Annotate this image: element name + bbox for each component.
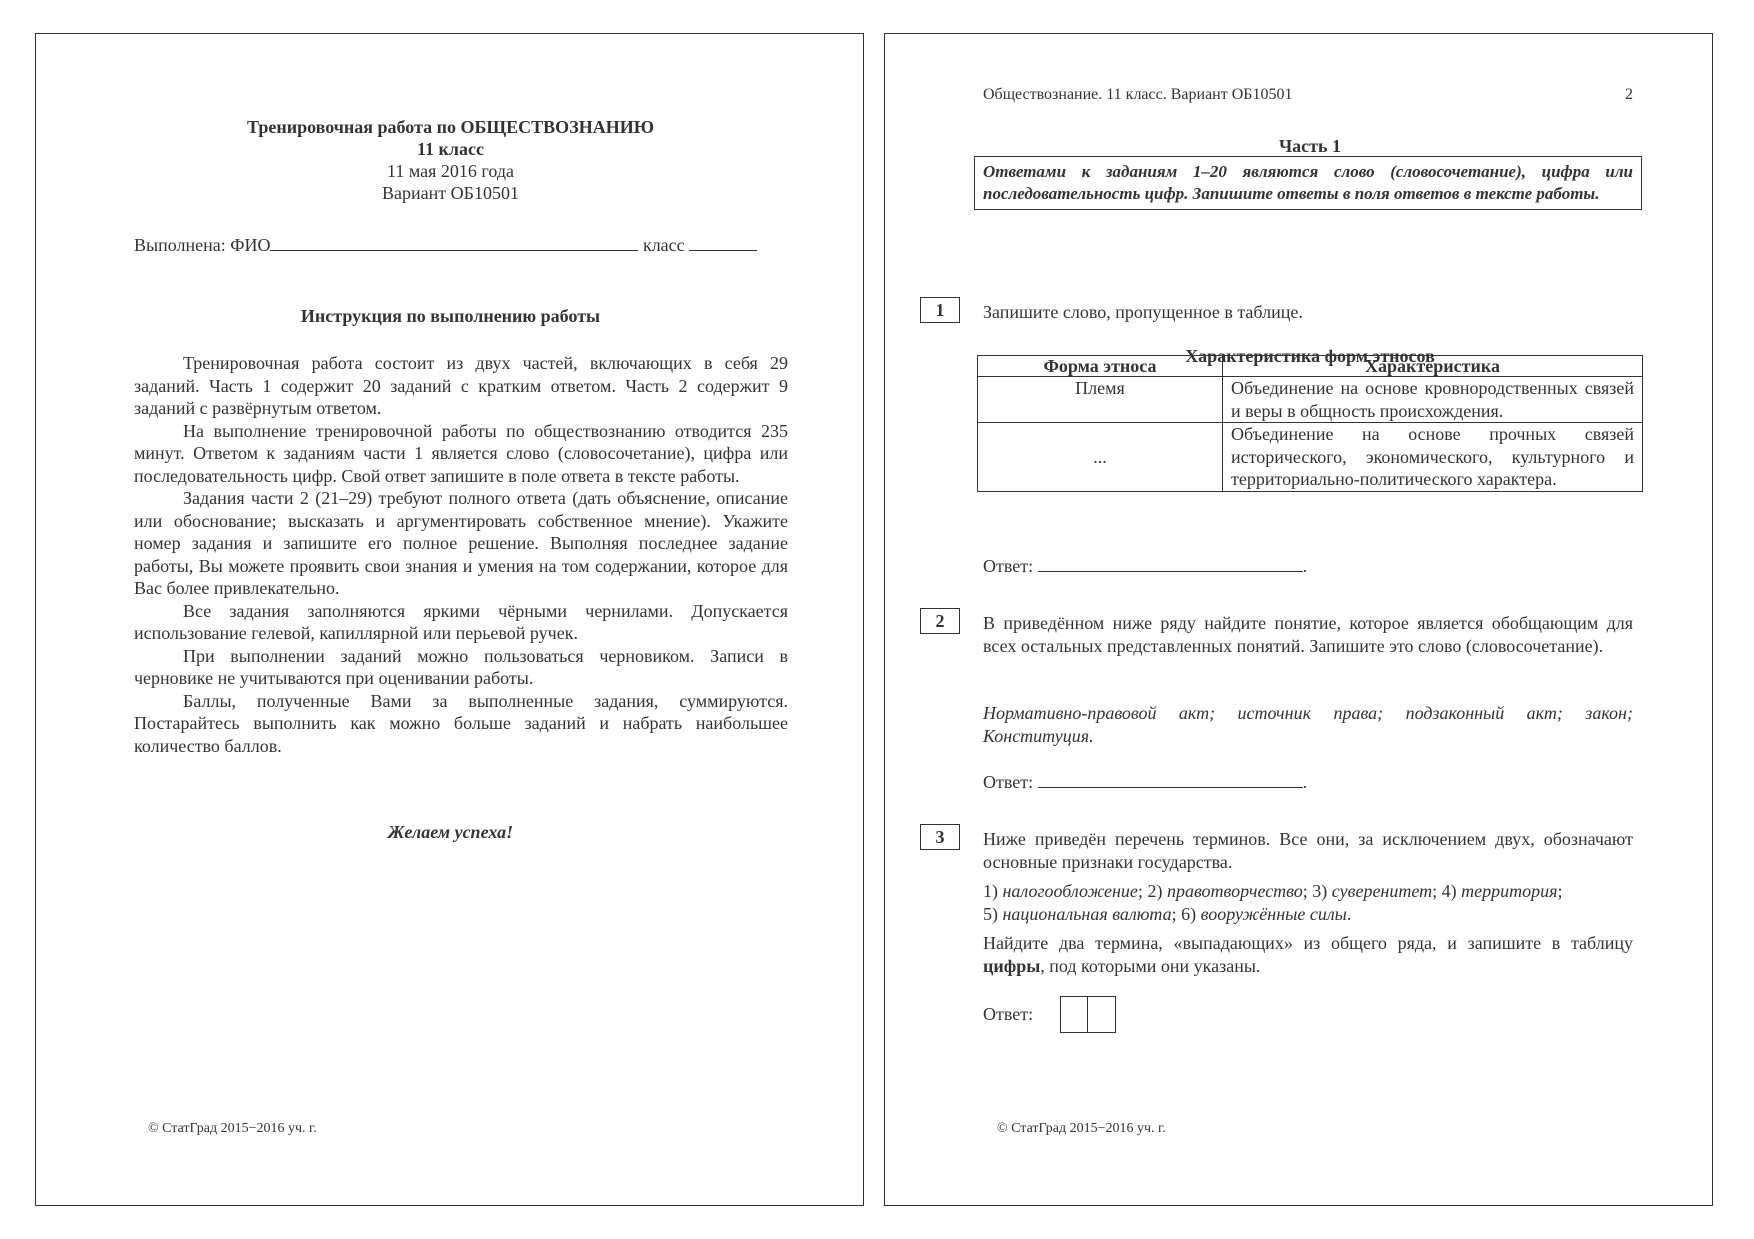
instruction-text: Найдите два термина, «выпадающих» из общего ряда, и запишите в таблицу xyxy=(983,933,1633,953)
column-header: Форма этноса xyxy=(978,356,1223,377)
answer-label: Ответ: xyxy=(983,1004,1034,1024)
wish-text: Желаем успеха! xyxy=(387,822,514,842)
ethnos-table xyxy=(977,355,1643,492)
class-field[interactable] xyxy=(689,233,757,251)
instruction-paragraph: При выполнении заданий можно пользоваться черновиком. Записи в черновике не учитываются при оценивании работы. xyxy=(134,645,788,688)
table-header-row xyxy=(978,356,1643,377)
table-cell: Племя xyxy=(978,377,1223,423)
instruction-paragraph: На выполнение тренировочной работы по обществознанию отводится 235 минут. Ответом к заданиям части 1 является слово (словосочетание), цифра или последовательность цифр. Свой ответ запишите в поле ответа в тексте работы. xyxy=(134,420,788,486)
instruction-paragraph: Тренировочная работа состоит из двух частей, включающих в себя 29 заданий. Часть 1 содержит 20 заданий с кратким ответом. Часть 2 содержит 9 заданий с развёрнутым ответом. xyxy=(134,353,788,418)
table-cell: Объединение на основе прочных связей исторического, экономического, культурного и территориально-политического характера. xyxy=(1223,423,1643,492)
term: налогообложение xyxy=(1002,881,1138,901)
task1-answer: Ответ: . xyxy=(983,556,1308,576)
part-instruction: Ответами к заданиям 1–20 являются слово (словосочетание), цифра или последовательность цифр. Запишите ответы в поля ответов в тексте работы. xyxy=(974,156,1642,210)
table-cell: ... xyxy=(978,423,1223,492)
task3-text: Ниже приведён перечень терминов. Все они, за исключением двух, обозначают основные признаки государства. xyxy=(983,829,1633,872)
fio-field[interactable] xyxy=(270,233,638,251)
instruction-text: , под которыми они указаны. xyxy=(1040,955,1261,976)
column-header: Характеристика xyxy=(1223,356,1643,377)
term: национальная валюта xyxy=(1002,903,1172,924)
class-label: класс xyxy=(642,235,685,255)
task2-answer-field[interactable] xyxy=(1038,770,1303,788)
instruction-paragraph: Все задания заполняются яркими чёрными чернилами. Допускается использование гелевой, капиллярной или перьевой ручек. xyxy=(134,600,788,643)
page-number: 2 xyxy=(1625,86,1633,103)
instructions-body xyxy=(134,352,788,757)
task3-terms: 1) налогообложение; 2) правотворчество; 3) суверенитет; 4) территория; 5) национальная валюта; 6) вооружённые силы. xyxy=(983,881,1563,924)
term-number: 3) xyxy=(1312,881,1328,901)
instruction-paragraph: Задания части 2 (21–29) требуют полного ответа (дать объяснение, описание или обоснование; высказать и аргументировать собственное мнение). Укажите номер задания и запишите его полное решение. Выполняя последнее задание работы, Вы можете проявить свои знания и умения на том содержании, которое для Вас более привлекательно. xyxy=(134,488,788,598)
task1-text: Запишите слово, пропущенное в таблице. xyxy=(983,302,1303,322)
fio-label: Выполнена: ФИО xyxy=(134,235,271,255)
task1-answer-field[interactable] xyxy=(1038,554,1303,572)
task3-answer xyxy=(983,1004,1033,1025)
page-right xyxy=(884,33,1713,1206)
instructions-heading: Инструкция по выполнению работы xyxy=(300,306,601,326)
task2-answer: Ответ: . xyxy=(983,772,1308,792)
term-number: 6) xyxy=(1181,903,1197,924)
task-number-3: 3 xyxy=(920,824,960,850)
running-header xyxy=(983,86,1633,104)
table-row xyxy=(978,423,1643,492)
task2-text: В приведённом ниже ряду найдите понятие, которое является обобщающим для всех остальных представленных понятий. Запишите это слово (словосочетание). xyxy=(983,613,1633,656)
answer-label: Ответ: xyxy=(983,556,1034,576)
work-title: Тренировочная работа по ОБЩЕСТВОЗНАНИЮ xyxy=(247,117,654,137)
term: вооружённые силы xyxy=(1200,903,1347,924)
title-block xyxy=(36,116,865,204)
part-title: Часть 1 xyxy=(1278,136,1342,156)
header-text: Обществознание. 11 класс. Вариант ОБ10501 xyxy=(983,86,1293,103)
term-number: 4) xyxy=(1441,881,1457,901)
answer-cells xyxy=(1060,996,1116,1033)
instruction-bold: цифры xyxy=(983,955,1041,976)
term-number: 5) xyxy=(983,903,998,924)
term: суверенитет xyxy=(1331,881,1433,901)
task-number-2: 2 xyxy=(920,608,960,634)
instruction-paragraph: Баллы, полученные Вами за выполненные задания, суммируются. Постарайтесь выполнить как можно больше заданий и набрать наибольшее количество баллов. xyxy=(134,690,788,756)
task3-instruction xyxy=(983,932,1633,977)
answer-label: Ответ: xyxy=(983,772,1034,792)
term: правотворчество xyxy=(1166,881,1303,901)
table-row xyxy=(978,377,1643,423)
term: территория xyxy=(1461,881,1558,901)
term-number: 1) xyxy=(983,881,998,901)
table-title: Характеристика форм этносов xyxy=(1185,346,1435,366)
table-cell: Объединение на основе кровнородственных связей и веры в общность происхождения. xyxy=(1223,377,1643,423)
grade: 11 класс xyxy=(417,139,484,159)
task-number-1: 1 xyxy=(920,297,960,323)
answer-cell[interactable] xyxy=(1088,996,1116,1033)
footer-copyright: © СтатГрад 2015−2016 уч. г. xyxy=(997,1121,1166,1136)
footer-copyright: © СтатГрад 2015−2016 уч. г. xyxy=(148,1121,317,1136)
answer-cell[interactable] xyxy=(1060,996,1088,1033)
term-number: 2) xyxy=(1147,881,1163,901)
task2-items: Нормативно-правовой акт; источник права; подзаконный акт; закон; Конституция. xyxy=(983,703,1633,746)
date: 11 мая 2016 года xyxy=(387,161,514,181)
variant: Вариант ОБ10501 xyxy=(382,183,519,203)
page-left xyxy=(35,33,864,1206)
fio-line xyxy=(134,233,757,256)
